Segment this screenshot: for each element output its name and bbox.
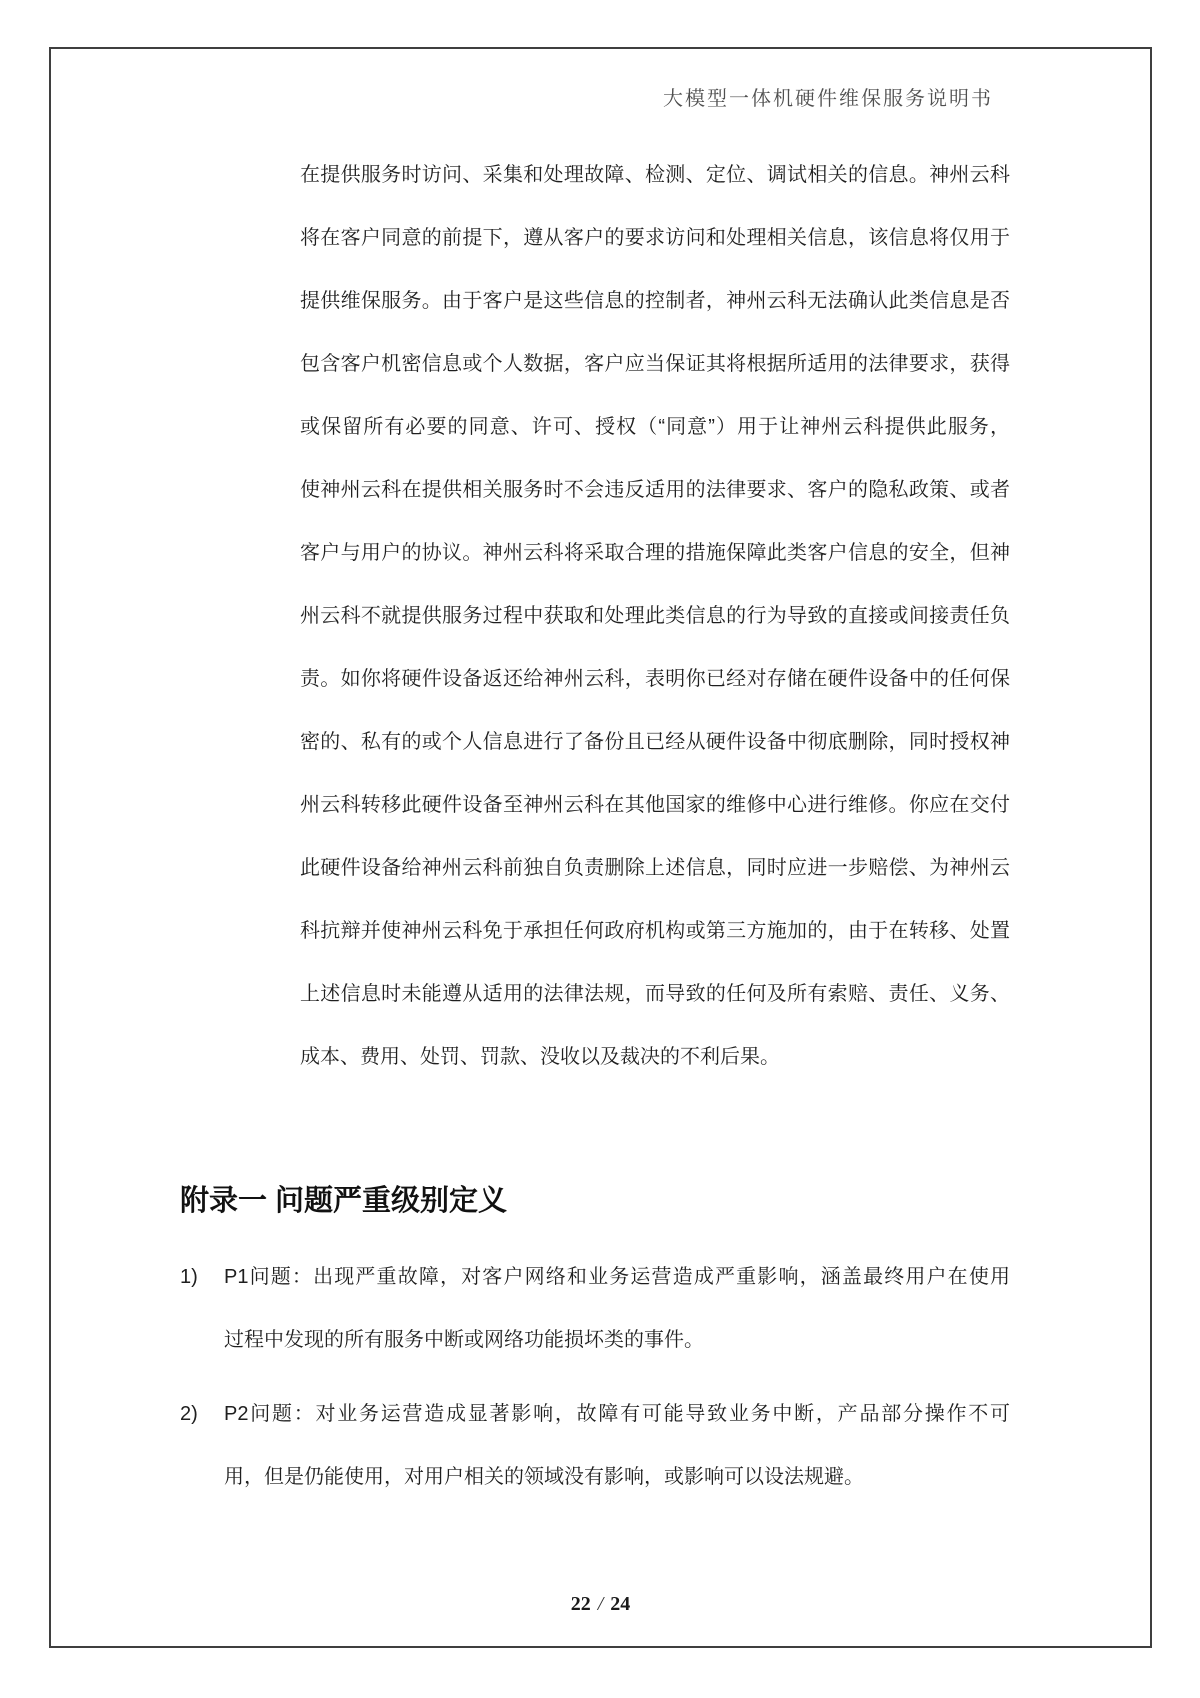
paragraph-line: 州云科转移此硬件设备至神州云科在其他国家的维修中心进行维修。你应在交付: [300, 794, 1010, 816]
paragraph-line: 密的、私有的或个人信息进行了备份且已经从硬件设备中彻底删除，同时授权神: [300, 731, 1010, 753]
list-item-line: 用，但是仍能使用，对用户相关的领域没有影响，或影响可以设法规避。: [224, 1466, 864, 1488]
list-item-p1: [180, 1246, 1010, 1372]
list-item-marker: 2): [180, 1403, 198, 1425]
paragraph-line: 在提供服务时访问、采集和处理故障、检测、定位、调试相关的信息。神州云科: [300, 164, 1010, 186]
appendix-heading: 附录一 问题严重级别定义: [180, 1185, 508, 1217]
footer-separator: /: [597, 1593, 604, 1615]
paragraph-line: 使神州云科在提供相关服务时不会违反适用的法律要求、客户的隐私政策、或者: [300, 479, 1010, 501]
body-paragraph: [300, 144, 1010, 1089]
paragraph-line: 上述信息时未能遵从适用的法律法规，而导致的任何及所有索赔、责任、义务、: [300, 983, 1010, 1005]
paragraph-line: 责。如你将硬件设备返还给神州云科，表明你已经对存储在硬件设备中的任何保: [300, 668, 1010, 690]
paragraph-line: 成本、费用、处罚、罚款、没收以及裁决的不利后果。: [300, 1046, 780, 1068]
list-item-line: 过程中发现的所有服务中断或网络功能损坏类的事件。: [224, 1329, 704, 1351]
paragraph-line: 将在客户同意的前提下，遵从客户的要求访问和处理相关信息，该信息将仅用于: [300, 227, 1010, 249]
footer-total-pages: 24: [610, 1593, 631, 1615]
paragraph-line: 此硬件设备给神州云科前独自负责删除上述信息，同时应进一步赔偿、为神州云: [300, 857, 1010, 879]
paragraph-line: 科抗辩并使神州云科免于承担任何政府机构或第三方施加的，由于在转移、处置: [300, 920, 1010, 942]
header-title: 大模型一体机硬件维保服务说明书: [663, 88, 993, 110]
paragraph-line: 或保留所有必要的同意、许可、授权（“同意”）用于让神州云科提供此服务，: [300, 416, 1010, 438]
list-item-marker: 1): [180, 1266, 198, 1288]
footer-page-number: [49, 1593, 1152, 1615]
paragraph-line: 客户与用户的协议。神州云科将采取合理的措施保障此类客户信息的安全，但神: [300, 542, 1010, 564]
paragraph-line: 包含客户机密信息或个人数据，客户应当保证其将根据所适用的法律要求，获得: [300, 353, 1010, 375]
paragraph-line: 提供维保服务。由于客户是这些信息的控制者，神州云科无法确认此类信息是否: [300, 290, 1010, 312]
list-item-p2: [180, 1383, 1010, 1509]
list-item-line: P1问题：出现严重故障，对客户网络和业务运营造成严重影响，涵盖最终用户在使用: [224, 1266, 1010, 1288]
list-item-line: P2问题：对业务运营造成显著影响，故障有可能导致业务中断，产品部分操作不可: [224, 1403, 1010, 1425]
paragraph-line: 州云科不就提供服务过程中获取和处理此类信息的行为导致的直接或间接责任负: [300, 605, 1010, 627]
footer-current-page: 22: [570, 1593, 591, 1615]
